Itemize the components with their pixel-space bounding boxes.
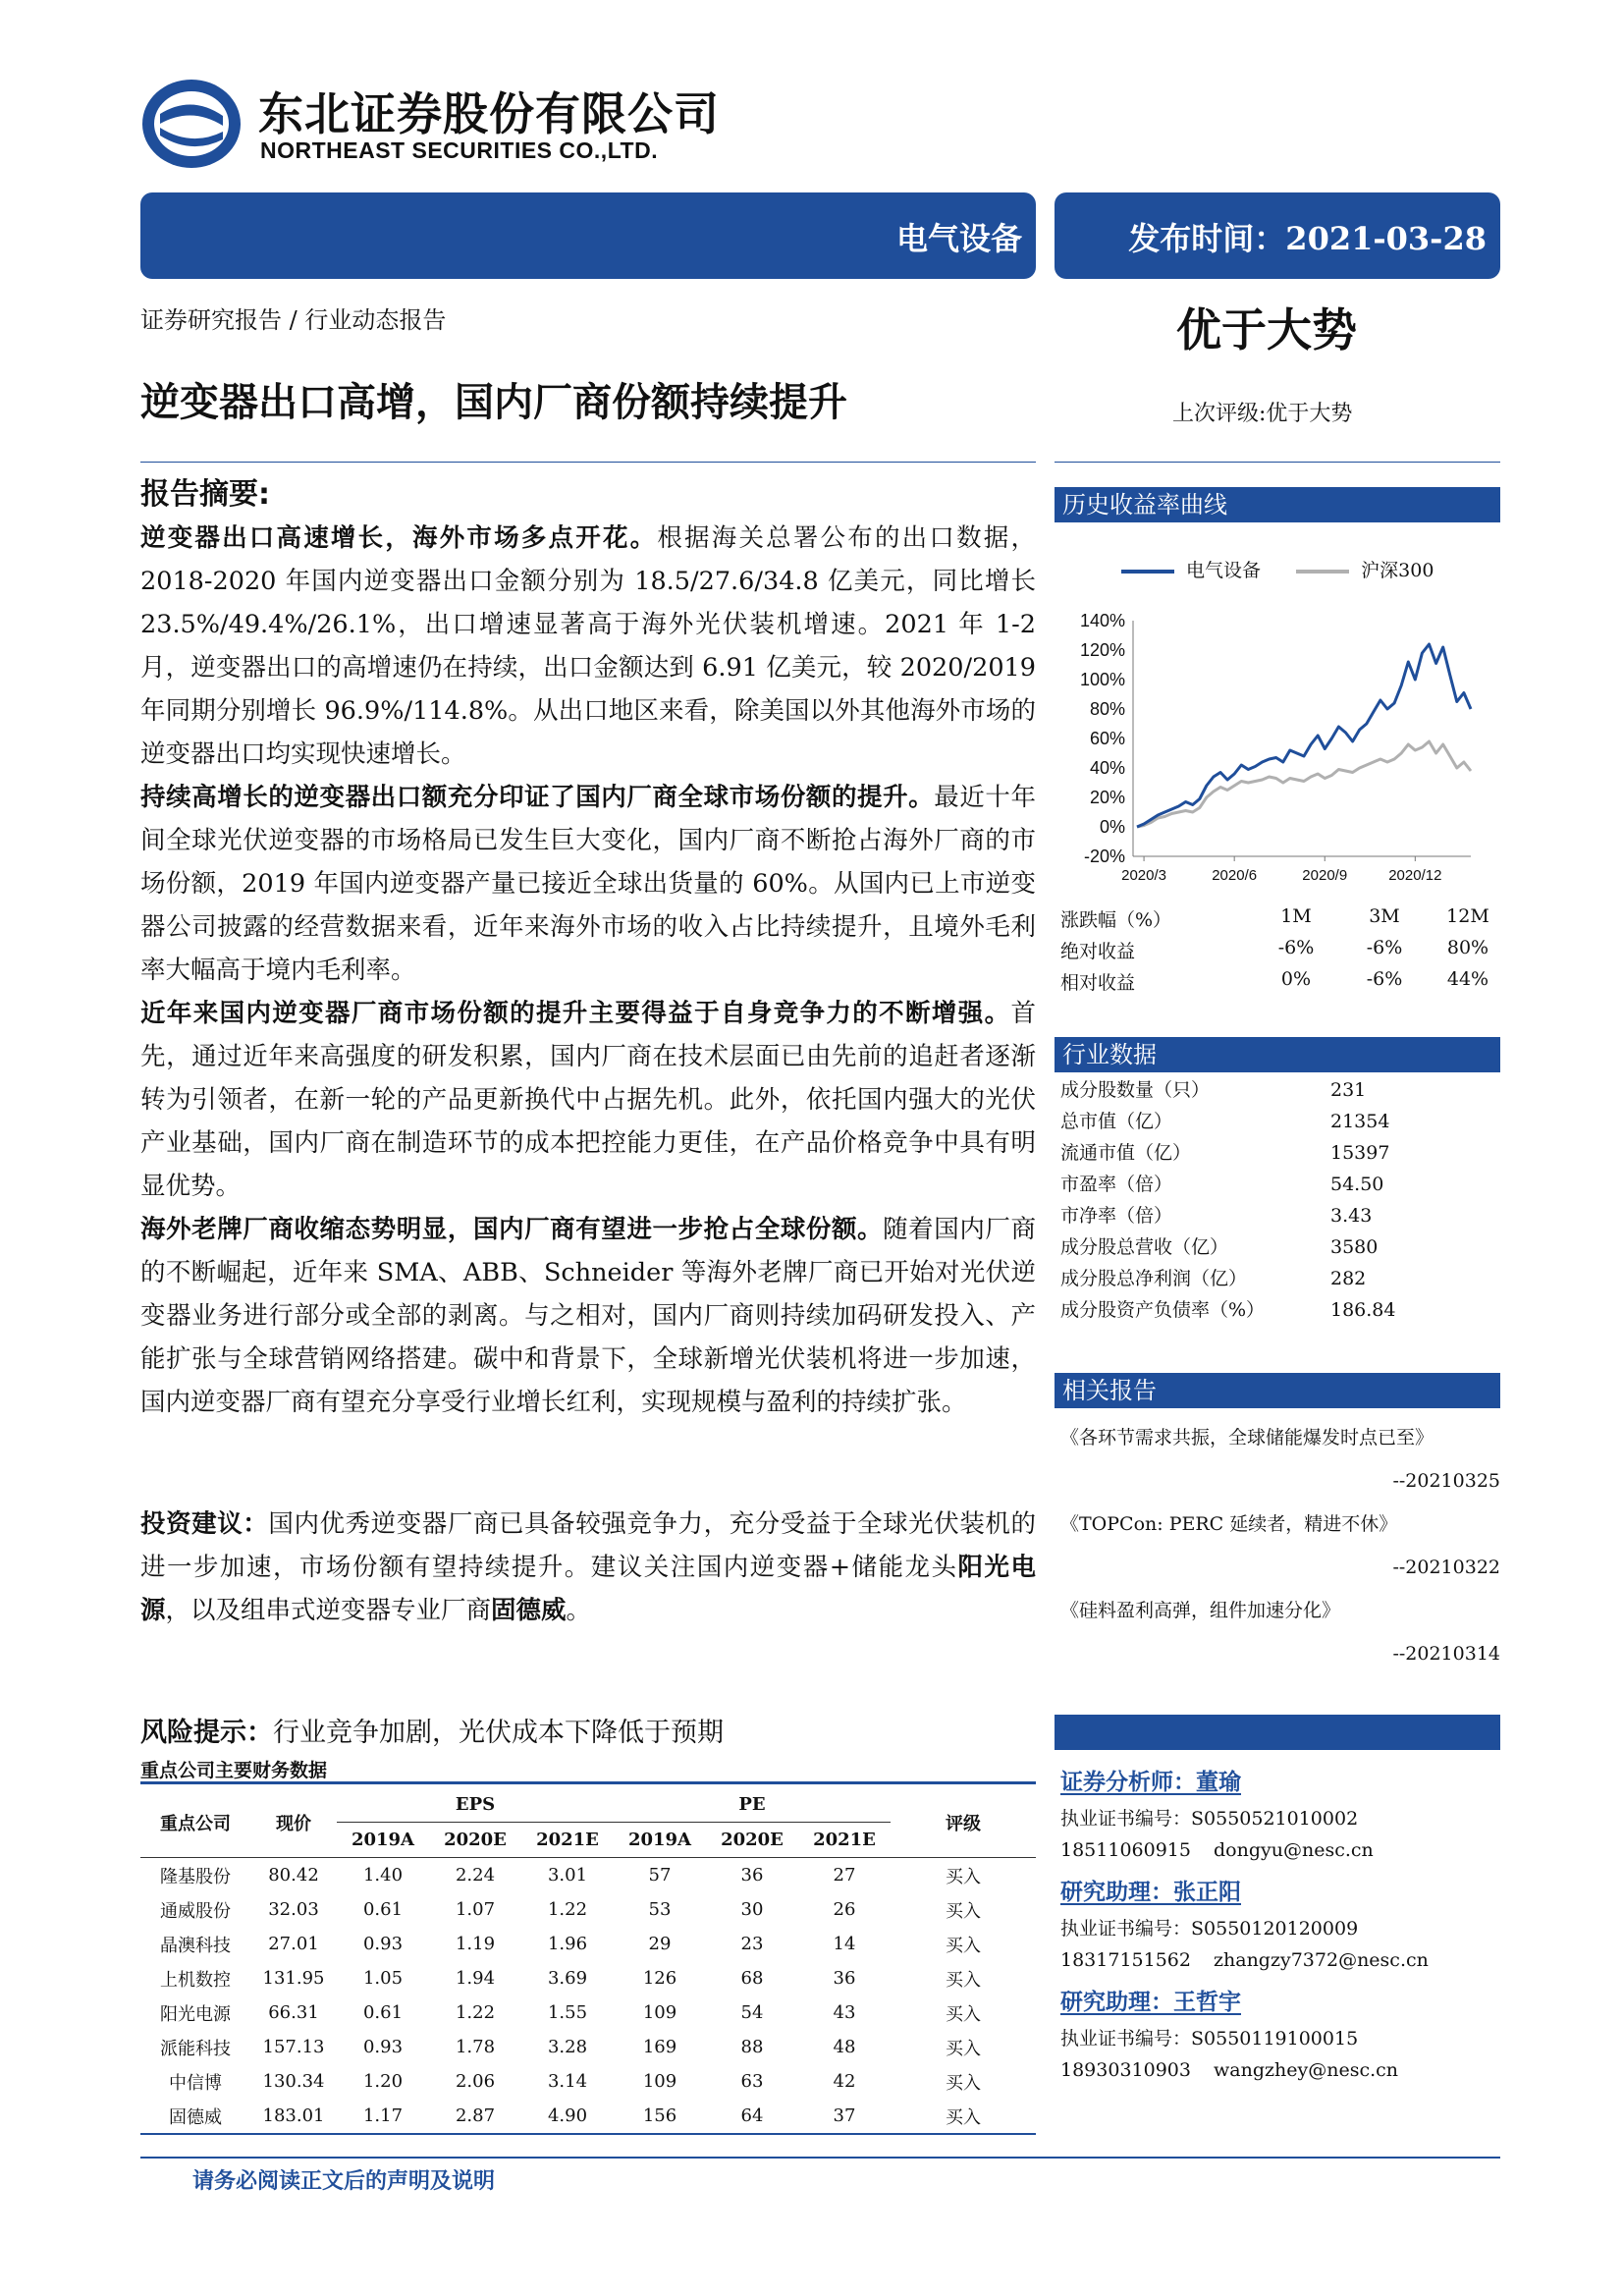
performance-chart [1058, 601, 1490, 896]
table-row [140, 2099, 1036, 2133]
chart-x-tick-label: 2020/3 [1121, 867, 1167, 884]
logo-name-en: NORTHEAST SECURITIES CO.,LTD. [260, 137, 659, 163]
financial-table-top-rule [140, 1781, 1036, 1784]
analyst-license: 执业证书编号：S0550119100015 [1060, 2028, 1359, 2050]
table-cell: 买入 [946, 2003, 981, 2025]
industry-data-value: 15397 [1330, 1142, 1390, 1164]
col-price: 现价 [276, 1813, 311, 1834]
returns-table-header [1060, 902, 1500, 933]
investment-advice [140, 1503, 1036, 1632]
table-cell: 131.95 [262, 1968, 325, 1989]
summary-paragraph-3 [140, 992, 1036, 1208]
industry-data-value: 3580 [1330, 1236, 1379, 1258]
table-cell: 1.19 [455, 1934, 496, 1954]
title-divider [140, 462, 1036, 463]
table-cell: 88 [740, 2037, 764, 2057]
analyst-phone: 18930310903 [1060, 2059, 1191, 2081]
table-cell: 0.61 [362, 2002, 404, 2023]
col-pe: PE [614, 1787, 891, 1823]
industry-data-row [1060, 1263, 1492, 1294]
industry-data-value: 3.43 [1330, 1205, 1373, 1227]
related-report-date: --20210314 [1392, 1643, 1500, 1665]
risk-warning-text: 行业竞争加剧，光伏成本下降低于预期 [273, 1718, 724, 1748]
table-cell: 1.78 [455, 2037, 496, 2057]
table-cell: 109 [642, 2071, 677, 2092]
table-cell: 0.61 [362, 1899, 404, 1920]
table-cell: 36 [740, 1865, 764, 1886]
table-cell: 1.22 [455, 2002, 496, 2023]
related-report-title[interactable]: 《各环节需求共振，全球储能爆发时点已至》 [1060, 1427, 1434, 1449]
table-cell: 27.01 [268, 1934, 319, 1954]
related-reports-list [1060, 1416, 1500, 1675]
analyst-bar [1055, 1715, 1500, 1750]
report-title: 逆变器出口高增，国内厂商份额持续提升 [140, 380, 847, 425]
returns-row-relative [1060, 964, 1500, 996]
col-year: 2020E [721, 1830, 784, 1850]
table-cell: 4.90 [547, 2105, 588, 2126]
company-logo [140, 77, 749, 171]
returns-row-label: 绝对收益 [1060, 941, 1136, 962]
table-cell: 54 [740, 2002, 764, 2023]
table-cell: 29 [648, 1934, 672, 1954]
chart-x-tick-label: 2020/12 [1388, 867, 1442, 884]
table-cell: 1.96 [547, 1934, 588, 1954]
table-cell: 36 [833, 1968, 856, 1989]
risk-warning-label: 风险提示 [140, 1718, 246, 1748]
sector-bar [140, 192, 1036, 279]
table-cell: 32.03 [268, 1899, 319, 1920]
industry-data-row [1060, 1200, 1492, 1231]
table-cell: 126 [642, 1968, 677, 1989]
footer-rule [140, 2157, 1500, 2159]
summary-paragraph-1 [140, 517, 1036, 776]
industry-data-value: 54.50 [1330, 1174, 1384, 1195]
industry-data-label: 成分股总营收（亿） [1060, 1236, 1229, 1258]
previous-rating: 上次评级:优于大势 [1172, 402, 1353, 426]
returns-cell: -6% [1366, 968, 1403, 990]
table-cell: 63 [740, 2071, 764, 2092]
returns-header-3m: 3M [1369, 905, 1400, 927]
summary-heading: 报告摘要: [140, 477, 270, 512]
report-type: 证券研究报告 / 行业动态报告 [140, 306, 447, 334]
analyst-phone: 18317151562 [1060, 1949, 1191, 1971]
analyst-email[interactable]: zhangzy7372@nesc.cn [1214, 1949, 1429, 1971]
table-cell: 3.69 [547, 1968, 588, 1989]
table-cell: 阳光电源 [160, 2003, 231, 2025]
sidebar-divider [1055, 462, 1500, 463]
industry-data-row [1060, 1231, 1492, 1263]
analyst-email[interactable]: dongyu@nesc.cn [1214, 1839, 1374, 1861]
table-cell: 买入 [946, 1969, 981, 1991]
table-row [140, 1927, 1036, 1961]
table-cell: 固德威 [169, 2106, 222, 2128]
logo-mark-icon [140, 77, 243, 171]
industry-data-row [1060, 1169, 1492, 1200]
col-year: 2019A [351, 1830, 415, 1850]
financial-table-title: 重点公司主要财务数据 [140, 1760, 328, 1781]
table-cell: 57 [648, 1865, 672, 1886]
chart-legend [1121, 556, 1434, 582]
col-year: 2019A [627, 1830, 692, 1850]
table-cell: 1.07 [455, 1899, 496, 1920]
chart-series-line [1137, 644, 1471, 827]
analyst-name: 研究助理：王哲宇 [1060, 1984, 1241, 2015]
related-report-title[interactable]: 《TOPCon: PERC 延续者，精进不休》 [1060, 1513, 1398, 1535]
table-cell: 109 [642, 2002, 677, 2023]
table-row [140, 1892, 1036, 1927]
table-cell: 1.20 [362, 2071, 404, 2092]
industry-data-row [1060, 1294, 1492, 1326]
logo-name-cn: 东北证券股份有限公司 [258, 87, 720, 140]
table-cell: 156 [642, 2105, 677, 2126]
table-cell: 派能科技 [160, 2038, 231, 2059]
table-cell: 53 [648, 1899, 672, 1920]
table-cell: 157.13 [262, 2037, 325, 2057]
industry-data-value: 21354 [1330, 1111, 1390, 1132]
industry-data-row [1060, 1074, 1492, 1106]
chart-y-tick-label: 140% [1079, 611, 1125, 630]
returns-cell: 0% [1280, 968, 1312, 990]
table-cell: 买入 [946, 2106, 981, 2128]
table-cell: 80.42 [268, 1865, 319, 1886]
chart-x-tick-label: 2020/9 [1302, 867, 1348, 884]
legend-swatch-sector [1121, 570, 1174, 574]
chart-y-tick-label: -20% [1083, 847, 1125, 866]
returns-cell: -6% [1366, 937, 1403, 958]
table-cell: 3.14 [547, 2071, 588, 2092]
sector-label: 电气设备 [895, 220, 1022, 257]
col-year: 2020E [444, 1830, 507, 1850]
table-cell: 1.05 [362, 1968, 404, 1989]
table-cell: 2.87 [455, 2105, 496, 2126]
returns-cell: 44% [1446, 968, 1489, 990]
industry-data-row [1060, 1137, 1492, 1169]
table-cell: 买入 [946, 1900, 981, 1922]
summary-paragraph-4 [140, 1208, 1036, 1424]
industry-data-value: 231 [1330, 1079, 1367, 1101]
paragraph-3-text: 首先，通过近年来高强度的研发积累，国内厂商在技术层面已由先前的追赶者逐渐转为引领者，在新一轮的产品更新换代中占据先机。此外，依托国内强大的光伏产业基础，国内厂商在制造环节的成本把控能力更佳，在产品价格竞争中具有明显优势。 [140, 999, 1036, 1201]
analyst-license: 执业证书编号：S0550120120009 [1060, 1918, 1359, 1940]
summary-paragraph-2 [140, 776, 1036, 992]
company-highlight-sungrow: 阳光电源 [140, 1553, 1036, 1625]
table-cell: 2.06 [455, 2071, 496, 2092]
investment-advice-colon: ： [243, 1509, 269, 1539]
table-cell: 通威股份 [160, 1900, 231, 1922]
paragraph-3-lead: 近年来国内逆变器厂商市场份额的提升主要得益于自身竞争力的不断增强。 [140, 999, 1011, 1028]
chart-y-tick-label: 40% [1089, 758, 1125, 778]
chart-y-tick-label: 0% [1099, 817, 1125, 837]
investment-advice-label: 投资建议 [140, 1509, 243, 1539]
industry-data-label: 市净率（倍） [1060, 1205, 1173, 1227]
table-cell: 1.22 [547, 1899, 588, 1920]
industry-data-label: 流通市值（亿） [1060, 1142, 1192, 1164]
table-row [140, 2064, 1036, 2099]
performance-heading: 历史收益率曲线 [1055, 487, 1500, 522]
company-highlight-goodwe: 固德威 [491, 1596, 567, 1625]
table-cell: 上机数控 [160, 1969, 231, 1991]
analyst-list [1060, 1764, 1500, 2094]
col-year: 2021E [813, 1830, 876, 1850]
table-cell: 中信博 [169, 2072, 222, 2094]
paragraph-1-lead: 逆变器出口高速增长，海外市场多点开花。 [140, 523, 658, 553]
table-cell: 68 [740, 1968, 764, 1989]
table-cell: 0.93 [362, 1934, 404, 1954]
analyst-email[interactable]: wangzhey@nesc.cn [1214, 2059, 1399, 2081]
table-cell: 23 [740, 1934, 764, 1954]
col-year: 2021E [536, 1830, 599, 1850]
industry-data-value: 186.84 [1330, 1299, 1396, 1321]
analyst-name: 证券分析师：董瑜 [1060, 1764, 1241, 1795]
industry-data-heading: 行业数据 [1055, 1037, 1500, 1072]
returns-header-1m: 1M [1280, 905, 1312, 927]
table-cell: 64 [740, 2105, 764, 2126]
investment-advice-text-1: 国内优秀逆变器厂商已具备较强竞争力，充分受益于全球光伏装机的进一步加速，市场份额有望持续提升。建议关注国内逆变器+储能龙头 [140, 1509, 1036, 1582]
table-cell: 2.24 [455, 1865, 496, 1886]
related-reports-heading: 相关报告 [1055, 1373, 1500, 1408]
legend-label-csi300: 沪深300 [1361, 560, 1434, 581]
industry-data-label: 成分股数量（只） [1060, 1079, 1211, 1101]
risk-warning-colon: ： [246, 1718, 273, 1748]
table-cell: 3.28 [547, 2037, 588, 2057]
footer-note: 请务必阅读正文后的声明及说明 [192, 2169, 496, 2194]
table-row [140, 1858, 1036, 1893]
investment-advice-text-2: ，以及组串式逆变器专业厂商 [165, 1596, 492, 1625]
table-cell: 0.93 [362, 2037, 404, 2057]
table-cell: 37 [833, 2105, 856, 2126]
table-cell: 14 [833, 1934, 856, 1954]
table-cell: 1.17 [362, 2105, 404, 2126]
table-cell: 130.34 [262, 2071, 325, 2092]
returns-header-12m: 12M [1446, 905, 1489, 927]
related-report-date: --20210322 [1392, 1557, 1500, 1578]
table-cell: 买入 [946, 1935, 981, 1956]
chart-y-tick-label: 80% [1089, 699, 1125, 719]
analyst-card [1060, 1874, 1500, 1984]
table-cell: 43 [833, 2002, 856, 2023]
paragraph-4-lead: 海外老牌厂商收缩态势明显，国内厂商有望进一步抢占全球份额。 [140, 1215, 884, 1244]
release-date: 发布时间：2021-03-28 [1128, 220, 1487, 257]
investment-advice-text-3: 。 [566, 1596, 592, 1625]
analyst-contact [1060, 1944, 1500, 1976]
chart-y-tick-label: 120% [1079, 640, 1125, 660]
chart-x-tick-label: 2020/6 [1212, 867, 1258, 884]
col-rating: 评级 [946, 1813, 981, 1834]
table-cell: 66.31 [268, 2002, 319, 2023]
paragraph-4-text: 随着国内厂商的不断崛起，近年来 SMA、ABB、Schneider 等海外老牌厂商已开始对光伏逆变器业务进行部分或全部的剥离。与之相对，国内厂商则持续加码研发投入、产能扩张与全球营销网络搭建。碳中和背景下，全球新增光伏装机将进一步加速，国内逆变器厂商有望充分享受行业增长红利，实现规模与盈利的持续扩张。 [140, 1215, 1036, 1417]
legend-swatch-csi300 [1296, 570, 1349, 574]
related-report-date: --20210325 [1392, 1470, 1500, 1492]
returns-cell: 80% [1446, 937, 1489, 958]
returns-table [1060, 902, 1500, 996]
table-cell: 27 [833, 1865, 856, 1886]
table-cell: 买入 [946, 1866, 981, 1887]
analyst-phone: 18511060915 [1060, 1839, 1191, 1861]
returns-row-label: 相对收益 [1060, 972, 1136, 994]
analyst-card [1060, 1764, 1500, 1874]
table-cell: 26 [833, 1899, 856, 1920]
chart-y-tick-label: 20% [1089, 788, 1125, 807]
release-bar [1055, 192, 1500, 279]
table-cell: 隆基股份 [160, 1866, 231, 1887]
table-cell: 169 [642, 2037, 677, 2057]
industry-data-label: 成分股总净利润（亿） [1060, 1268, 1248, 1289]
analyst-contact [1060, 1834, 1500, 1866]
industry-data-label: 市盈率（倍） [1060, 1174, 1173, 1195]
table-cell: 42 [833, 2071, 856, 2092]
analyst-name: 研究助理：张正阳 [1060, 1874, 1241, 1905]
analyst-card [1060, 1984, 1500, 2094]
table-cell: 1.55 [547, 2002, 588, 2023]
industry-data-value: 282 [1330, 1268, 1367, 1289]
table-cell: 30 [740, 1899, 764, 1920]
table-cell: 183.01 [262, 2105, 325, 2126]
analyst-license: 执业证书编号：S0550521010002 [1060, 1808, 1359, 1830]
paragraph-1-text: 根据海关总署公布的出口数据，2018-2020 年国内逆变器出口金额分别为 18.5/27.6/34.8 亿美元，同比增长 23.5%/49.4%/26.1%，出口增速显著高于海外光伏装机增速。2021 年 1-2 月，逆变器出口的高增速仍在持续，出口金额达到 6.91 亿美元，较 2020/2019 年同期分别增长 96.9%/114.8%。从出口地区来看，除美国以外其他海外市场的逆变器出口均实现快速增长。 [140, 523, 1036, 769]
industry-data-label: 总市值（亿） [1060, 1111, 1173, 1132]
industry-data-row [1060, 1106, 1492, 1137]
table-row [140, 1961, 1036, 1995]
returns-cell: -6% [1277, 937, 1315, 958]
risk-warning [140, 1711, 724, 1749]
rating: 优于大势 [1176, 303, 1357, 356]
chart-y-tick-label: 60% [1089, 729, 1125, 748]
industry-data-list [1060, 1074, 1492, 1326]
col-eps: EPS [337, 1787, 614, 1823]
paragraph-2-text: 最近十年间全球光伏逆变器的市场格局已发生巨大变化，国内厂商不断抢占海外厂商的市场份额，2019 年国内逆变器产量已接近全球出货量的 60%。从国内已上市逆变器公司披露的经营数据来看，近年来海外市场的收入占比持续提升，且境外毛利率大幅高于境内毛利率。 [140, 783, 1036, 985]
chart-y-tick-label: 100% [1079, 670, 1125, 689]
analyst-contact [1060, 2054, 1500, 2086]
table-cell: 晶澳科技 [160, 1935, 231, 1956]
paragraph-2-lead: 持续高增长的逆变器出口额充分印证了国内厂商全球市场份额的提升。 [140, 783, 935, 812]
table-cell: 买入 [946, 2038, 981, 2059]
table-cell: 1.94 [455, 1968, 496, 1989]
financial-table [140, 1787, 1036, 2133]
related-report-title[interactable]: 《硅料盈利高弹，组件加速分化》 [1060, 1600, 1341, 1621]
col-company: 重点公司 [160, 1813, 231, 1834]
table-row [140, 1995, 1036, 2030]
table-cell: 1.40 [362, 1865, 404, 1886]
returns-row-absolute [1060, 933, 1500, 964]
industry-data-label: 成分股资产负债率（%） [1060, 1299, 1266, 1321]
returns-header-label: 涨跌幅（%） [1060, 909, 1172, 931]
table-cell: 3.01 [547, 1865, 588, 1886]
table-cell: 48 [833, 2037, 856, 2057]
table-cell: 买入 [946, 2072, 981, 2094]
table-row [140, 2030, 1036, 2064]
financial-table-bottom-rule [140, 2133, 1036, 2135]
legend-label-sector: 电气设备 [1186, 560, 1262, 581]
